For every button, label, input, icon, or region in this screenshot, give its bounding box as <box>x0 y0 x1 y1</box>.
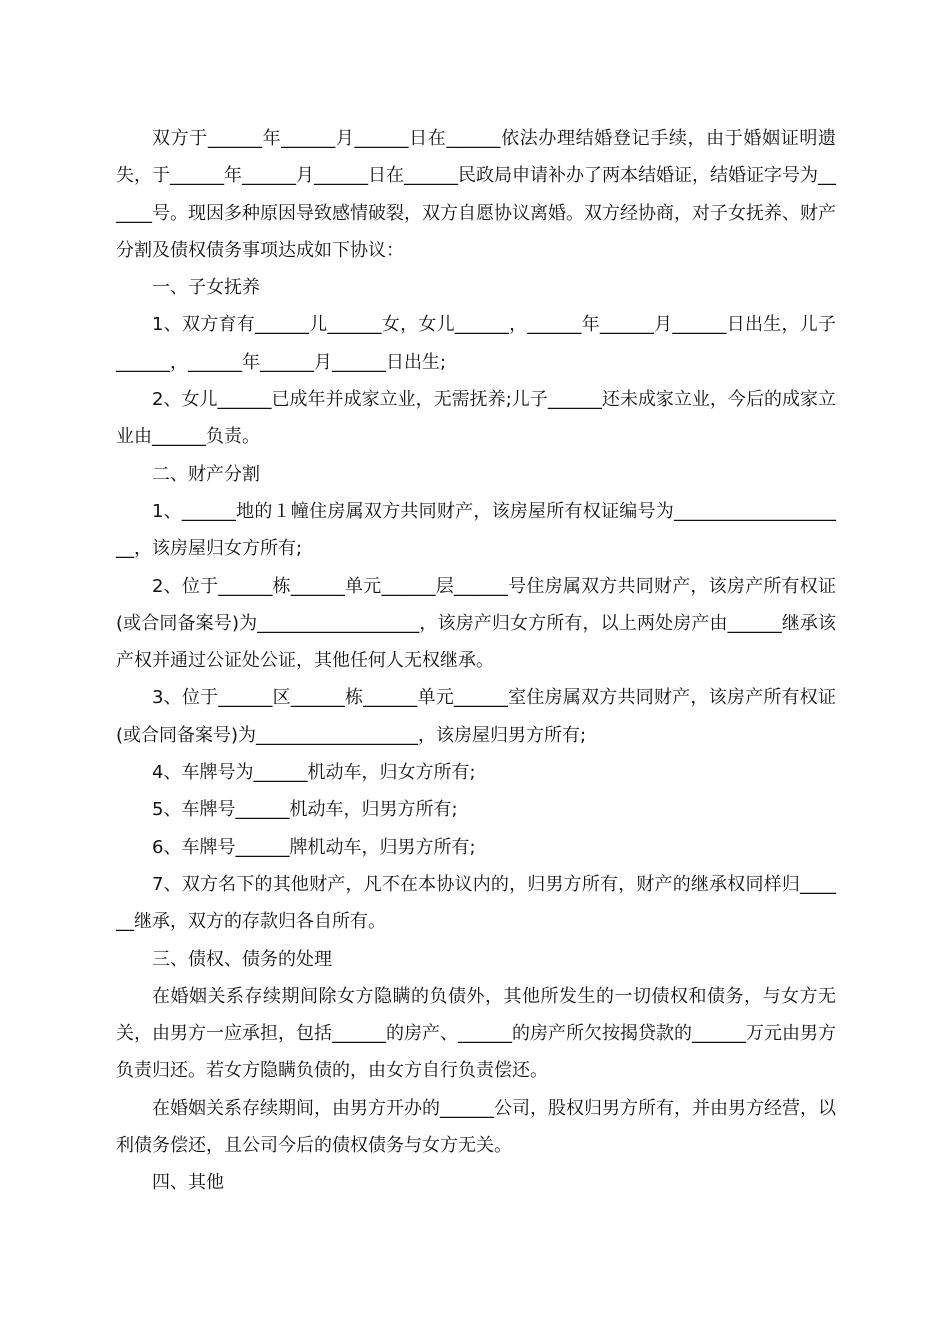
section-heading-property-division: 二、财产分割 <box>152 463 260 485</box>
section-heading-debts: 三、债权、债务的处理 <box>152 948 332 970</box>
clause-property-1: 1、______地的１幢住房属双方共同财产，该房屋所有权证编号为____________________，该房屋归女方所有; <box>116 500 836 560</box>
clause-other-property-7: 7、双方名下的其他财产，凡不在本协议内的，归男方所有，财产的继承权同样归______继承，双方的存款归各自所有。 <box>116 873 836 933</box>
clause-debts-2: 在婚姻关系存续期间，由男方开办的______公司，股权归男方所有，并由男方经营，以利债务偿还，且公司今后的债权债务与女方无关。 <box>116 1097 836 1157</box>
clause-property-2: 2、位于______栋______单元______层______号住房属双方共同财产，该房产所有权证(或合同备案号)为__________________，该房产归女方所有，以上两处房产由______继承该产权并通过公证处公证，其他任何人无权继承。 <box>116 575 836 672</box>
section-heading-other: 四、其他 <box>152 1172 224 1194</box>
intro-paragraph: 双方于______年______月______日在______依法办理结婚登记手续，由于婚姻证明遗失，于______年______月______日在______民政局申请补办了两本结婚证，结婚证字号为______号。现因多种原因导致感情破裂，双方自愿协议离婚。双方经协商，对子女抚养、财产分割及债权债务事项达成如下协议： <box>116 128 836 261</box>
clause-children-born: 1、双方育有______儿______女，女儿______，______年______月______日出生，儿子______，______年______月______日出生; <box>116 314 836 373</box>
clause-debts-1: 在婚姻关系存续期间除女方隐瞒的负债外，其他所发生的一切债权和债务，与女方无关，由男方一应承担，包括______的房产、______的房产所欠按揭贷款的______万元由男方负责归还。若女方隐瞒负债的，由女方自行负责偿还。 <box>116 985 836 1082</box>
clause-property-3: 3、位于______区______栋______单元______室住房属双方共同财产，该房产所有权证(或合同备案号)为__________________，该房屋归男方所有; <box>116 687 836 746</box>
section-heading-child-custody: 一、子女抚养 <box>152 277 260 299</box>
clause-children-support: 2、女儿______已成年并成家立业，无需抚养;儿子______还未成家立业，今后的成家立业由______负责。 <box>116 389 836 448</box>
clause-vehicle-5: 5、车牌号______机动车，归男方所有; <box>152 799 458 821</box>
clause-vehicle-4: 4、车牌号为______机动车，归女方所有; <box>152 762 476 784</box>
document-page <box>116 120 836 1202</box>
clause-vehicle-6: 6、车牌号______牌机动车，归男方所有; <box>152 836 476 858</box>
